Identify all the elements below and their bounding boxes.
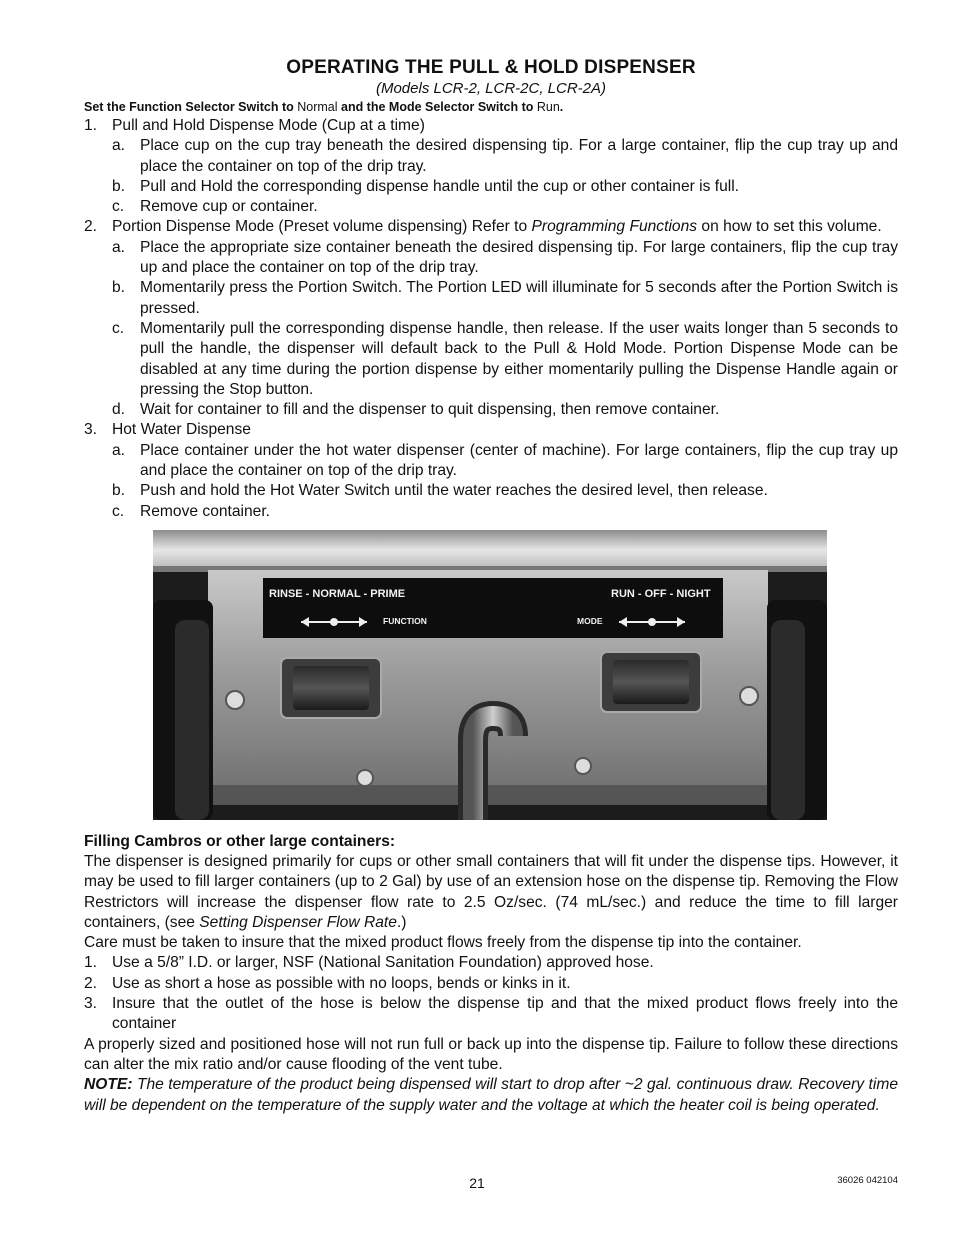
instruction-part3: and the Mode Selector Switch to (337, 100, 537, 114)
list-number: 2. (84, 974, 98, 992)
substep-item (84, 319, 898, 400)
page-subtitle: (Models LCR-2, LCR-2C, LCR-2A) (375, 80, 607, 97)
filling-paragraph-3: A properly sized and positioned hose will not run full or back up into the dispense tip. Failure to follow these directions can alter the mix ratio and/or cause flooding of the vent tube. (84, 1035, 898, 1073)
switch-panel-photo (153, 530, 827, 820)
note-paragraph (84, 1075, 898, 1116)
substep-text: Place the appropriate size container beneath the desired dispensing tip. For large containers, flip the cup tray up and place the container on top of the drip tray. (140, 238, 898, 277)
list-item (84, 974, 898, 994)
substep-text: Pull and Hold the corresponding dispense handle until the cup or other container is full. (140, 177, 740, 195)
substep-letter: b. (112, 482, 126, 500)
substep-letter: a. (112, 441, 126, 459)
instruction-line (84, 98, 898, 116)
section-heading-filling: Filling Cambros or other large containers: (84, 832, 396, 850)
document-code: 36026 042104 (837, 1175, 898, 1186)
steps-list (84, 116, 898, 522)
step-item (84, 116, 898, 136)
filling-paragraph-1 (84, 852, 898, 933)
step-number: 3. (84, 421, 98, 439)
substep-item (84, 400, 898, 420)
filling-paragraph-2: Care must be taken to insure that the mixed product flows freely from the dispense tip into the container. (84, 934, 802, 952)
substep-text: Push and hold the Hot Water Switch until the water reaches the desired level, then release. (140, 482, 768, 500)
step-item (84, 420, 898, 440)
page-title: OPERATING THE PULL & HOLD DISPENSER (286, 57, 696, 78)
substep-item (84, 441, 898, 482)
list-number: 1. (84, 954, 98, 972)
function-switch-label: RINSE - NORMAL - PRIME (269, 587, 406, 600)
mode-switch-label: RUN - OFF - NIGHT (611, 587, 711, 600)
substep-letter: b. (112, 177, 126, 195)
substep-letter: a. (112, 137, 126, 155)
substep-text: Momentarily press the Portion Switch. The Portion LED will illuminate for 5 seconds after the Portion Switch is pressed. (140, 279, 898, 317)
substep-text: Wait for container to fill and the dispenser to quit dispensing, then remove container. (140, 401, 720, 419)
substep-item (84, 136, 898, 177)
step-text-before: Portion Dispense Mode (Preset volume dispensing) Refer to (112, 218, 532, 236)
note-label: NOTE: (84, 1076, 133, 1094)
step-text-after: on how to set this volume. (697, 218, 882, 236)
list-text: Use a 5/8” I.D. or larger, NSF (National Sanitation Foundation) approved hose. (112, 954, 654, 972)
substep-item (84, 278, 898, 319)
substep-letter: b. (112, 279, 126, 297)
substep-text: Remove container. (140, 502, 271, 520)
instruction-part4: Run (536, 100, 560, 114)
step-number: 2. (84, 218, 98, 236)
substep-item (84, 238, 898, 279)
instruction-part5: . (559, 100, 564, 114)
list-number: 3. (84, 995, 98, 1013)
mode-switch-sublabel: MODE (577, 615, 603, 626)
substep-item (84, 502, 898, 522)
switch-panel-illustration (153, 530, 827, 820)
step-text: Pull and Hold Dispense Mode (Cup at a time) (112, 117, 425, 134)
substep-letter: c. (112, 319, 125, 337)
substep-text: Place container under the hot water dispenser (center of machine). For large containers, flip the cup tray up and place the container on top of the drip tray. (140, 441, 898, 480)
instruction-part1: Set the Function Selector Switch to (84, 100, 298, 114)
substep-letter: a. (112, 238, 126, 256)
step-text: Hot Water Dispense (112, 421, 251, 439)
para1-text-after: .) (396, 913, 407, 931)
substep-text: Momentarily pull the corresponding dispense handle, then release. If the user waits longer than 5 seconds to pull the handle, the dispenser will default back to the Pull & Hold Mode. Portion Dispense Mode can be disabled at any time during the portion dispense by either momentarily pulling the Dispense Handle again or pressing the Stop button. (140, 319, 898, 398)
function-switch-sublabel: FUNCTION (383, 615, 427, 626)
substep-letter: c. (112, 198, 125, 216)
instruction-part2: Normal (297, 100, 338, 114)
substep-item (84, 197, 898, 217)
substep-item (84, 481, 898, 501)
note-text: The temperature of the product being dispensed will start to drop after ~2 gal. continuous draw. Recovery time will be dependent on the temperature of the supply water and the voltage at which the heater coil is being operated. (84, 1076, 898, 1114)
substep-letter: c. (112, 502, 125, 520)
page-content (84, 56, 898, 1116)
list-item (84, 994, 898, 1035)
substep-text: Remove cup or container. (140, 198, 318, 216)
step-text (112, 217, 898, 237)
step-text-italic: Programming Functions (531, 218, 698, 236)
substep-text: Place cup on the cup tray beneath the desired dispensing tip. For a large container, flip the cup tray up and place the container on top of the drip tray. (140, 137, 898, 175)
list-text: Use as short a hose as possible with no loops, bends or kinks in it. (112, 974, 571, 992)
list-item (84, 953, 898, 973)
filling-section (84, 852, 898, 1116)
page-number: 21 (469, 1175, 485, 1191)
step-number: 1. (84, 117, 98, 134)
para1-text-italic: Setting Dispenser Flow Rate (199, 913, 397, 931)
list-text: Insure that the outlet of the hose is below the dispense tip and that the mixed product flows freely into the container (112, 995, 898, 1033)
step-item (84, 217, 898, 237)
substep-letter: d. (112, 401, 126, 419)
para1-text-before: The dispenser is designed primarily for cups or other small containers that will fit under the dispense tips. However, it may be used to fill larger containers (up to 2 Gal) by use of an extension hose on the dispense tip. Removing the Flow Restrictors will increase the dispenser flow rate to 2.5 Oz/sec. (74 mL/sec.) and reduce the time to fill larger containers, (see (84, 852, 898, 931)
substep-item (84, 177, 898, 197)
